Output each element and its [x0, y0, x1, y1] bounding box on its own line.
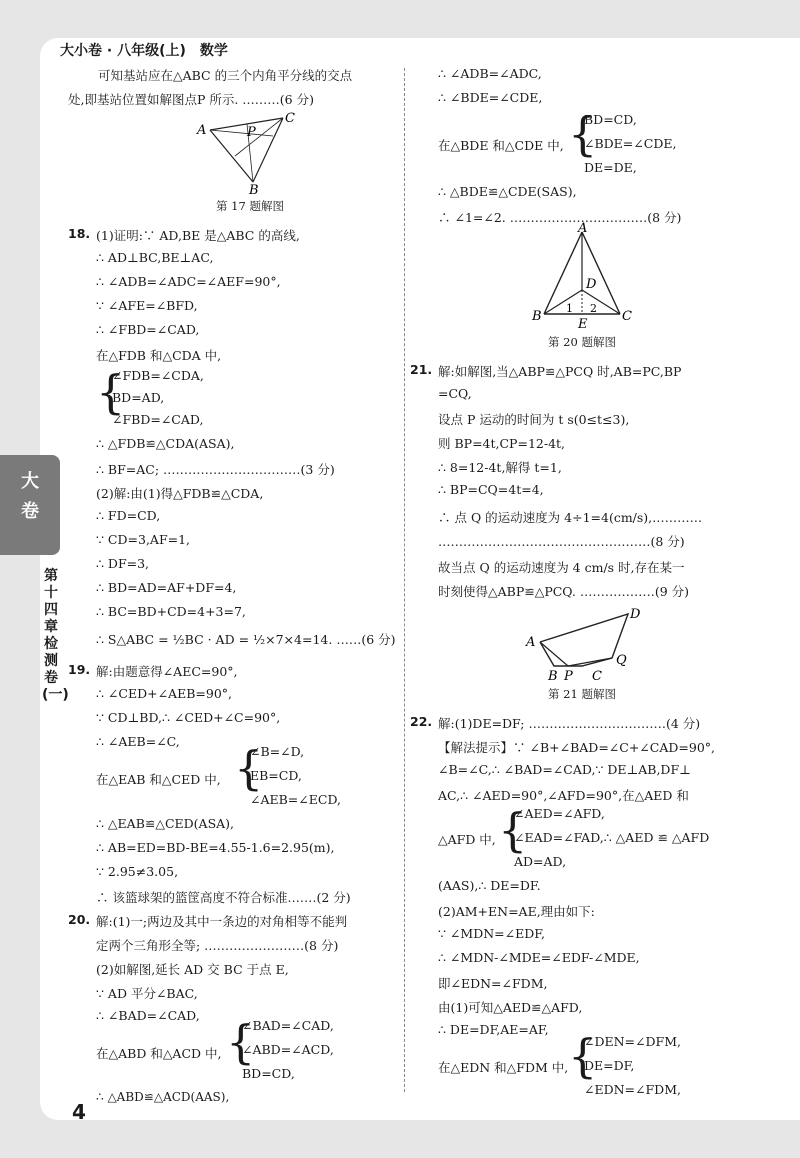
brace: {: [568, 1029, 598, 1083]
fig21-edge: [568, 658, 612, 666]
text-line: ∴ ∠MDN-∠MDE=∠EDF-∠MDE,: [438, 950, 640, 965]
text-line: AD=AD,: [514, 854, 567, 869]
text-line: ∴ ∠AEB=∠C,: [96, 734, 180, 749]
text-line: ∴ ∠BAD=∠CAD,: [96, 1008, 200, 1023]
text-line: BD=CD,: [584, 112, 637, 127]
text-line: ……………………………………………(8 分): [438, 534, 685, 549]
text-line: ∴ BP=CQ=4t=4,: [438, 482, 544, 497]
text-line: 时刻使得△ABP≌△PCQ. ………………(9 分): [438, 584, 690, 599]
text-line: ∵ AD 平分∠BAC,: [96, 986, 198, 1001]
side-tab-line2: 卷: [21, 501, 39, 522]
text-line: ∴ BF=AC; ……………………………(3 分): [96, 462, 335, 477]
fig21-label-b: B: [548, 669, 558, 684]
page-sheet: [40, 38, 800, 1120]
fig17-label-a: A: [197, 123, 207, 138]
text-line: ∵ CD=3,AF=1,: [96, 532, 191, 547]
text-line: 解:由题意得∠AEC=90°,: [96, 664, 238, 679]
fig21-label-q: Q: [616, 653, 627, 668]
text-line: ∴ 该篮球架的篮筐高度不符合标准.……(2 分): [96, 890, 351, 905]
text-line: ∴ BD=AD=AF+DF=4,: [96, 580, 237, 595]
side-tab-line1: 大: [21, 471, 39, 492]
fig21-label-a: A: [526, 635, 536, 650]
text-line: ∴ ∠ADB=∠ADC,: [438, 66, 542, 81]
fig21-label-c: C: [592, 669, 602, 684]
text-line: 在△BDE 和△CDE 中,: [438, 138, 564, 153]
text-line: ∴ 8=12-4t,解得 t=1,: [438, 460, 562, 475]
text-line: ∴ △ABD≌△ACD(AAS),: [96, 1090, 230, 1104]
text-line: 在△EDN 和△FDM 中,: [438, 1060, 569, 1075]
fig17-label-b: B: [249, 183, 259, 196]
question-number: 21.: [410, 362, 433, 377]
text-line: ∠FBD=∠CAD,: [112, 412, 204, 427]
text-line: 设点 P 运动的时间为 t s(0≤t≤3),: [438, 412, 630, 427]
text-line: ∴ AB=ED=BD-BE=4.55-1.6=2.95(m),: [96, 840, 335, 855]
figure-20: [530, 222, 640, 334]
text-line: ∴ ∠1=∠2. ……………………………(8 分): [438, 210, 682, 225]
text-line: ∴ ∠ADB=∠ADC=∠AEF=90°,: [96, 274, 281, 289]
text-line: ∴ S△ABC = ½BC · AD = ½×7×4=14. ……(6 分): [96, 632, 396, 647]
figure-17: [195, 110, 305, 196]
text-line: △AFD 中,: [438, 832, 496, 847]
figure-20-caption: 第 20 题解图: [548, 335, 616, 349]
brace: {: [234, 741, 264, 795]
text-line: ∴ △BDE≌△CDE(SAS),: [438, 184, 577, 199]
fig20-label-2: 2: [590, 302, 597, 315]
text-line: 解:如解图,当△ABP≌△PCQ 时,AB=PC,BP: [438, 364, 682, 379]
text-line: ∠B=∠D,: [250, 744, 305, 759]
brace: {: [226, 1015, 256, 1069]
text-line: ∠EDN=∠FDM,: [584, 1082, 681, 1097]
brace: {: [498, 803, 528, 857]
text-line: (2)解:由(1)得△FDB≌△CDA,: [96, 486, 264, 501]
fig21-outline: [540, 614, 628, 666]
fig17-label-p: P: [247, 125, 256, 140]
text-line: ∵ ∠MDN=∠EDF,: [438, 926, 545, 941]
fig20-label-c: C: [622, 309, 632, 324]
text-line: 处,即基站位置如解图点P 所示. ………(6 分): [68, 92, 314, 107]
fig20-label-b: B: [532, 309, 542, 324]
fig20-label-d: D: [586, 277, 597, 292]
text-line: (2)如解图,延长 AD 交 BC 于点 E,: [96, 962, 289, 977]
figure-21-caption: 第 21 题解图: [548, 687, 616, 701]
text-line: 即∠EDN=∠FDM,: [438, 976, 548, 991]
column-divider: [404, 68, 405, 1092]
text-line: (1)证明:∵ AD,BE 是△ABC 的高线,: [96, 228, 300, 243]
running-header: 大小卷 · 八年级(上) 数学: [60, 43, 228, 59]
text-line: ∴ ∠FBD=∠CAD,: [96, 322, 200, 337]
text-line: AC,∴ ∠AED=90°,∠AFD=90°,在△AED 和: [438, 788, 689, 803]
brace: {: [568, 107, 598, 161]
text-line: (2)AM+EN=AE,理由如下:: [438, 904, 595, 919]
fig17-label-c: C: [285, 111, 295, 126]
text-line: 则 BP=4t,CP=12-4t,: [438, 436, 566, 451]
text-line: 可知基站应在△ABC 的三个内角平分线的交点: [98, 68, 353, 83]
text-line: ∴ △FDB≌△CDA(ASA),: [96, 436, 235, 451]
text-line: (AAS),∴ DE=DF.: [438, 878, 541, 893]
text-line: 定两个三角形全等; ……………………(8 分): [96, 938, 339, 953]
text-line: 在△EAB 和△CED 中,: [96, 772, 221, 787]
question-number: 18.: [68, 226, 91, 241]
text-line: BD=CD,: [242, 1066, 295, 1081]
question-number: 19.: [68, 662, 91, 677]
text-line: ∴ FD=CD,: [96, 508, 161, 523]
text-line: ∠BAD=∠CAD,: [242, 1018, 334, 1033]
text-line: BD=AD,: [112, 390, 165, 405]
fig20-label-a: A: [578, 222, 588, 236]
figure-17-caption: 第 17 题解图: [216, 199, 284, 213]
text-line: ∴ ∠BDE=∠CDE,: [438, 90, 543, 105]
text-line: EB=CD,: [250, 768, 302, 783]
text-line: ∠DEN=∠DFM,: [584, 1034, 681, 1049]
text-line: 故当点 Q 的运动速度为 4 cm/s 时,存在某一: [438, 560, 685, 575]
text-line: 解:(1)一;两边及其中一条边的对角相等不能判: [96, 914, 348, 929]
page-number: 4: [72, 1100, 86, 1124]
fig21-label-d: D: [630, 607, 641, 622]
text-line: ∠AED=∠AFD,: [514, 806, 605, 821]
fig17-bisector: [235, 118, 283, 156]
text-line: 【解法提示】∵ ∠B+∠BAD=∠C+∠CAD=90°,: [438, 740, 715, 755]
text-line: 在△FDB 和△CDA 中,: [96, 348, 222, 363]
text-line: ∴ △EAB≌△CED(ASA),: [96, 816, 235, 831]
text-line: ∴ 点 Q 的运动速度为 4÷1=4(cm/s),…………: [438, 510, 703, 525]
fig17-edge: [253, 118, 283, 182]
chapter-vertical-label: 第十四章检测卷(一): [42, 568, 69, 703]
fig20-label-1: 1: [566, 302, 573, 315]
side-tab: [0, 455, 60, 555]
question-number: 20.: [68, 912, 91, 927]
text-line: ∴ AD⊥BC,BE⊥AC,: [96, 250, 214, 265]
text-line: 由(1)可知△AED≌△AFD,: [438, 1000, 583, 1015]
text-line: ∠FDB=∠CDA,: [112, 368, 204, 383]
fig20-label-e: E: [578, 317, 588, 332]
text-line: ∴ DE=DF,AE=AF,: [438, 1022, 549, 1037]
text-line: ∵ ∠AFE=∠BFD,: [96, 298, 198, 313]
brace: {: [96, 365, 126, 419]
text-line: =CQ,: [438, 386, 472, 401]
fig21-edge: [540, 642, 568, 666]
text-line: ∴ DF=3,: [96, 556, 150, 571]
text-line: ∠BDE=∠CDE,: [584, 136, 677, 151]
text-line: ∵ 2.95≠3.05,: [96, 864, 179, 879]
text-line: ∵ CD⊥BD,∴ ∠CED+∠C=90°,: [96, 710, 281, 725]
fig21-label-p: P: [564, 669, 573, 684]
text-line: 解:(1)DE=DF; ……………………………(4 分): [438, 716, 701, 731]
question-number: 22.: [410, 714, 433, 729]
figure-21: [520, 604, 650, 684]
text-line: ∠B=∠C,∴ ∠BAD=∠CAD,∵ DE⊥AB,DF⊥: [438, 762, 691, 777]
text-line: ∴ ∠CED+∠AEB=90°,: [96, 686, 232, 701]
text-line: ∠EAD=∠FAD,∴ △AED ≌ △AFD: [514, 830, 710, 845]
text-line: 在△ABD 和△ACD 中,: [96, 1046, 222, 1061]
text-line: ∠AEB=∠ECD,: [250, 792, 341, 807]
text-line: DE=DF,: [584, 1058, 635, 1073]
text-line: ∴ BC=BD+CD=4+3=7,: [96, 604, 246, 619]
text-line: ∠ABD=∠ACD,: [242, 1042, 334, 1057]
text-line: DE=DE,: [584, 160, 637, 175]
